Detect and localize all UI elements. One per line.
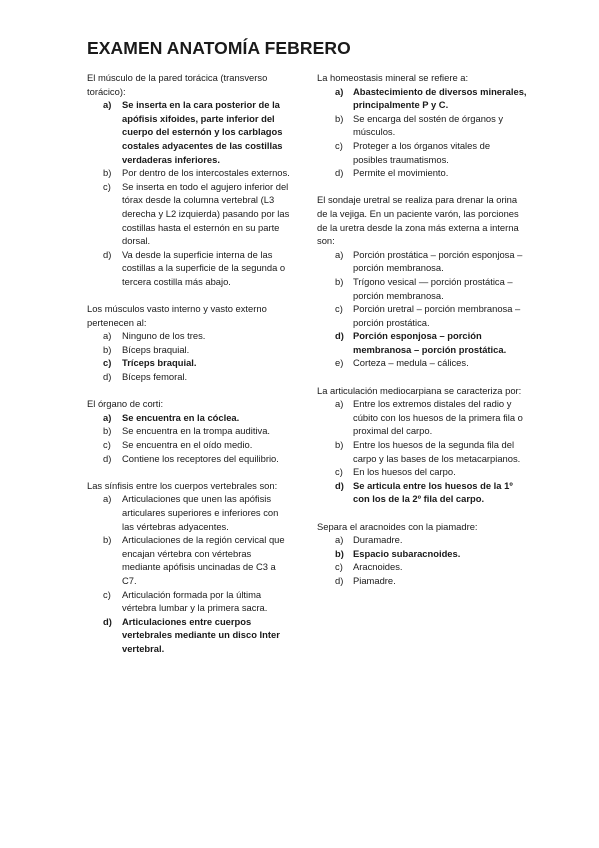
- answer-option: [87, 533, 292, 587]
- answer-option: [87, 248, 292, 289]
- answer-options: [317, 533, 527, 587]
- option-text: Entre los extremos distales del radio y cúbito con los huesos de la primera fila o proximal del carpo.: [353, 398, 523, 437]
- answer-options: [317, 397, 527, 506]
- answer-options: [87, 492, 292, 655]
- question-block: [87, 71, 292, 289]
- question-stem: El sondaje uretral se realiza para drenar la orina de la vejiga. En un paciente varón, las porciones de la uretra desde la zona más externa a interna son:: [317, 194, 519, 247]
- option-letter: a): [103, 99, 112, 111]
- option-text: Articulaciones de la región cervical que encajan vértebra con vértebras mediante apófisis uncinadas de C3 a C7.: [122, 534, 285, 586]
- question-block: [87, 397, 292, 465]
- answer-option: [87, 438, 292, 452]
- option-text: Entre los huesos de la segunda fila del carpo y las bases de los metacarpianos.: [353, 439, 521, 464]
- option-letter: d): [335, 479, 344, 491]
- page-title: EXAMEN ANATOMÍA FEBRERO: [87, 38, 351, 58]
- option-letter: a): [335, 85, 344, 97]
- option-text: Articulaciones entre cuerpos vertebrales mediante un disco Inter vertebral.: [122, 615, 280, 654]
- option-text: Se encuentra en el oído medio.: [122, 439, 253, 451]
- option-letter: a): [335, 248, 344, 260]
- option-text: Proteger a los órganos vitales de posibles traumatismos.: [353, 139, 491, 165]
- option-letter: c): [103, 588, 111, 600]
- answer-option: [87, 343, 292, 357]
- question-block: [87, 302, 292, 384]
- option-letter: c): [335, 139, 343, 151]
- answer-option-correct: [87, 98, 292, 166]
- question-block: [317, 71, 527, 180]
- option-text: Porción esponjosa – porción membranosa – porción prostática.: [353, 330, 507, 355]
- option-text: Por dentro de los intercostales externos.: [122, 167, 290, 179]
- option-letter: d): [103, 452, 112, 464]
- option-text: Aracnoides.: [353, 561, 403, 573]
- option-text: Se encuentra en la cóclea.: [122, 411, 240, 423]
- option-letter: a): [103, 493, 112, 505]
- question-block: [317, 384, 527, 506]
- answer-option: [317, 275, 527, 302]
- option-text: Duramadre.: [353, 534, 403, 546]
- question-stem: La homeostasis mineral se refiere a:: [317, 72, 469, 83]
- option-text: Contiene los receptores del equilibrio.: [122, 452, 279, 464]
- option-letter: b): [103, 534, 112, 546]
- answer-option: [87, 329, 292, 343]
- option-letter: e): [335, 357, 344, 369]
- answer-option: [317, 139, 527, 166]
- answer-option-correct: [317, 85, 527, 112]
- answer-option: [87, 452, 292, 466]
- answer-options: [87, 329, 292, 383]
- question-stem: El músculo de la pared torácica (transverso torácico):: [87, 72, 268, 97]
- option-letter: d): [335, 167, 344, 179]
- option-letter: a): [103, 411, 112, 423]
- question-block: [87, 479, 292, 656]
- option-text: Porción uretral – porción membranosa – porción prostática.: [353, 303, 521, 328]
- left-column: [87, 71, 292, 669]
- answer-option: [87, 588, 292, 615]
- option-text: Porción prostática – porción esponjosa – porción membranosa.: [353, 248, 523, 274]
- answer-option: [317, 302, 527, 329]
- answer-option: [87, 424, 292, 438]
- answer-option-correct: [317, 479, 527, 506]
- option-letter: c): [103, 180, 111, 192]
- option-letter: a): [335, 534, 344, 546]
- option-letter: b): [335, 547, 344, 559]
- option-text: Corteza – medula – cálices.: [353, 357, 469, 369]
- question-stem: Los músculos vasto interno y vasto externo pertenecen al:: [87, 303, 267, 328]
- option-text: Espacio subaracnoides.: [353, 547, 461, 559]
- answer-option-correct: [317, 547, 527, 561]
- answer-option-correct: [87, 356, 292, 370]
- answer-option-correct: [317, 329, 527, 356]
- answer-option: [87, 370, 292, 384]
- answer-option: [87, 492, 292, 533]
- option-text: Ninguno de los tres.: [122, 330, 206, 342]
- answer-option: [87, 180, 292, 248]
- option-letter: b): [335, 112, 344, 124]
- option-letter: c): [103, 357, 112, 369]
- option-text: Permite el movimiento.: [353, 167, 449, 179]
- option-letter: d): [103, 371, 112, 383]
- question-block: [317, 193, 527, 370]
- option-letter: b): [335, 439, 344, 451]
- option-text: En los huesos del carpo.: [353, 466, 456, 478]
- option-letter: d): [335, 330, 344, 342]
- answer-option: [317, 438, 527, 465]
- option-text: Trígono vesical — porción prostática – porción membranosa.: [353, 275, 513, 301]
- answer-option-correct: [87, 615, 292, 656]
- option-text: Articulaciones que unen las apófisis articulares superiores e inferiores con las vértebras adyacentes.: [122, 493, 279, 532]
- answer-option-correct: [87, 411, 292, 425]
- option-letter: d): [335, 574, 344, 586]
- question-stem: El órgano de corti:: [87, 398, 164, 410]
- option-text: Se inserta en todo el agujero inferior del tórax desde la columna vertebral (L3 derecha y L2 izquierda) pasando por las costillas hasta el esternón en su parte dorsal.: [122, 180, 290, 247]
- option-letter: b): [335, 275, 344, 287]
- option-text: Abastecimiento de diversos minerales, principalmente P y C.: [353, 85, 527, 111]
- answer-option: [317, 166, 527, 180]
- option-letter: c): [335, 466, 343, 478]
- option-letter: b): [103, 343, 112, 355]
- answer-options: [87, 411, 292, 465]
- answer-option: [317, 465, 527, 479]
- option-letter: d): [103, 615, 112, 627]
- answer-option: [87, 166, 292, 180]
- option-letter: a): [103, 330, 112, 342]
- option-letter: c): [335, 561, 343, 573]
- answer-option: [317, 356, 527, 370]
- question-stem: Separa el aracnoides con la piamadre:: [317, 520, 478, 532]
- right-column: [317, 71, 527, 601]
- answer-option: [317, 397, 527, 438]
- option-text: Piamadre.: [353, 574, 396, 586]
- answer-option: [317, 112, 527, 139]
- option-text: Bíceps femoral.: [122, 371, 188, 383]
- answer-options: [317, 248, 527, 370]
- answer-option: [317, 560, 527, 574]
- option-text: Se articula entre los huesos de la 1º con los de la 2º fila del carpo.: [353, 479, 513, 505]
- option-text: Se encuentra en la trompa auditiva.: [122, 425, 271, 437]
- answer-option: [317, 248, 527, 275]
- option-text: Se encarga del sostén de órganos y músculos.: [353, 112, 504, 138]
- option-text: Tríceps braquial.: [122, 357, 197, 369]
- question-block: [317, 520, 527, 588]
- option-letter: c): [103, 439, 111, 451]
- option-text: Va desde la superficie interna de las costillas a la superficie de la segunda o tercera costilla más abajo.: [122, 248, 286, 287]
- question-stem: La articulación mediocarpiana se caracteriza por:: [317, 384, 522, 396]
- question-stem: Las sínfisis entre los cuerpos vertebrales son:: [87, 479, 278, 491]
- answer-option: [317, 574, 527, 588]
- option-text: Bíceps braquial.: [122, 343, 190, 355]
- answer-options: [87, 98, 292, 288]
- answer-option: [317, 533, 527, 547]
- option-text: Se inserta en la cara posterior de la apófisis xifoides, parte inferior del cuerpo del esternón y los carblagos costales adyacentes de las costillas verdaderas inferiores.: [122, 99, 283, 165]
- option-text: Articulación formada por la última vértebra lumbar y la primera sacra.: [122, 588, 268, 614]
- option-letter: b): [103, 167, 112, 179]
- option-letter: c): [335, 303, 343, 315]
- option-letter: a): [335, 398, 344, 410]
- answer-options: [317, 85, 527, 180]
- option-letter: d): [103, 248, 112, 260]
- option-letter: b): [103, 425, 112, 437]
